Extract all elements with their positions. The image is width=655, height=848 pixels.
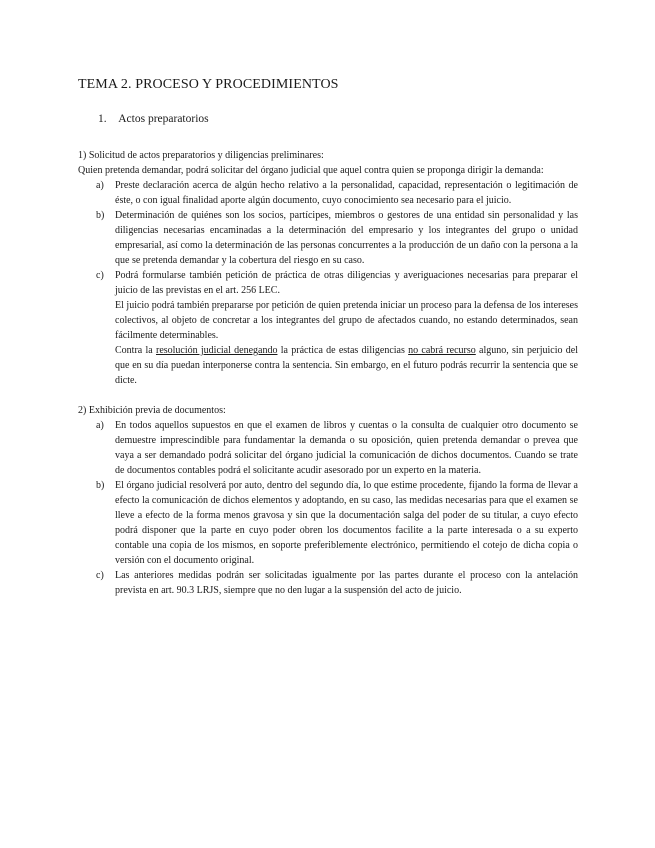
list-item (78, 208, 578, 268)
underlined-text: no cabrá recurso (408, 345, 476, 356)
section-heading-number: 1. (98, 113, 107, 125)
list-marker: a) (96, 180, 104, 191)
list-item-paragraph (115, 343, 578, 388)
list-item (78, 268, 578, 388)
text-run: Contra la (115, 345, 156, 356)
list-item (78, 418, 578, 478)
list-item-text: Preste declaración acerca de algún hecho relativo a la personalidad, capacidad, representación o legitimación de éste, o con igual finalidad aporte algún documento, cuyo conocimiento sea necesario para el juicio. (115, 180, 578, 206)
list-item-text: Las anteriores medidas podrán ser solicitadas igualmente por las partes durante el proceso con la antelación prevista en art. 90.3 LRJS, siempre que no den lugar a la suspensión del acto de juicio. (115, 570, 578, 596)
list-item (78, 478, 578, 568)
section-solicitud-title: 1) Solicitud de actos preparatorios y diligencias preliminares: (78, 150, 324, 161)
document-title: TEMA 2. PROCESO Y PROCEDIMIENTOS (78, 77, 339, 92)
section-solicitud-intro: Quien pretenda demandar, podrá solicitar del órgano judicial que aquel contra quien se proponga dirigir la demanda: (78, 165, 544, 176)
document-body (78, 148, 578, 613)
text-run: la práctica de estas diligencias (277, 345, 409, 356)
list-item-text: Determinación de quiénes son los socios, partícipes, miembros o gestores de una entidad sin personalidad y las diligencias necesarias encaminadas a la determinación del empresario y los integrantes del grupo o unidad empresarial, así como la determinación de las personas concurrentes a la producción de un daño con la persona a la que se pretenda demandar y la cobertura del riesgo en su caso. (115, 210, 578, 266)
list-marker: b) (96, 210, 105, 221)
section-solicitud (78, 148, 578, 388)
list-item-paragraph: Podrá formularse también petición de práctica de otras diligencias y averiguaciones necesarias para preparar el juicio de las previstas en el art. 256 LEC. (115, 270, 578, 296)
section-solicitud-list (78, 178, 578, 388)
list-marker: a) (96, 420, 104, 431)
section-heading (98, 113, 209, 125)
list-item-text: En todos aquellos supuestos en que el examen de libros y cuentas o la consulta de cualquier otro documento se demuestre imprescindible para fundamentar la demanda o su oposición, quien pretenda demandar o prevea que vaya a ser demandado podrá solicitar del órgano judicial la comunicación de dichos documentos. Cuando se trate de documentos contables podrá el solicitante acudir asesorado por un experto en la materia. (115, 420, 578, 476)
section-heading-label: Actos preparatorios (118, 113, 209, 125)
section-exhibicion-list (78, 418, 578, 598)
list-marker: c) (96, 570, 104, 581)
text-run: alguno, sin perjuicio del que en su día puedan interponerse contra la sentencia. Sin embargo, en el futuro podrás recurrir la sentencia que se dicte. (115, 345, 579, 386)
list-item-paragraph: El juicio podrá también prepararse por petición de quien pretenda iniciar un proceso para la defensa de los intereses colectivos, al objeto de concretar a los integrantes del grupo de afectados cuando, no estando determinados, sean fácilmente determinables. (115, 300, 578, 341)
section-exhibicion (78, 403, 578, 598)
list-item-text: El órgano judicial resolverá por auto, dentro del segundo día, lo que estime procedente, fijando la forma de llevar a efecto la comunicación de dichos elementos y adoptando, en su caso, las medidas necesarias para que el examen se lleve a efecto de la forma menos gravosa y sin que la documentación salga del poder de su titular, a cuyo efecto podrá disponer que la parte en cuyo poder obren los documentos facilite a la parte interesada o a su experto contable una copia de los mismos, en soporte preferiblemente electrónico, permitiendo el cotejo de dicha copia o versión con el documento original. (115, 480, 578, 566)
list-marker: c) (96, 270, 104, 281)
list-item (78, 178, 578, 208)
list-item (78, 568, 578, 598)
list-marker: b) (96, 480, 105, 491)
section-exhibicion-title: 2) Exhibición previa de documentos: (78, 405, 226, 416)
underlined-text: resolución judicial denegando (155, 345, 278, 356)
